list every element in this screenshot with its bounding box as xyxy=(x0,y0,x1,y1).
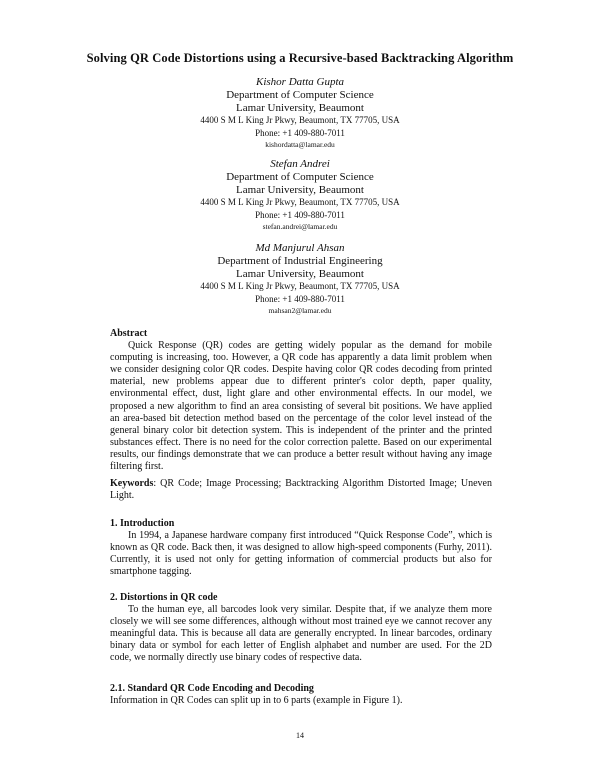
author-block-2 xyxy=(100,158,500,233)
author-block-1 xyxy=(100,76,500,151)
author-address: 4400 S M L King Jr Pkwy, Beaumont, TX 77705, USA xyxy=(200,197,400,207)
author-phone: Phone: +1 409-880-7011 xyxy=(255,127,345,138)
abstract-text: Quick Response (QR) codes are getting widely popular as the demand for mobile computing is increasing, too. However, a QR code has apparently a data limit problem when we consider designing color QR codes. Despite having color QR codes decoding from printed material, new problems appear due to different printer's color depth, paper quality, environmental effect, dust, light glare and other environmental effects. In our model, we proposed a new algorithm to find an area consisting of several bit positions. We have applied an area-based bit detection method based on the percentage of the color level instead of the general binary color bit detection system. This is independent of the printer and the printed substances effect. There is no need for the color correction palette. Based on our experimental results, our findings demonstrate that we can produce a better result without having any image filtering first. xyxy=(110,340,492,473)
introduction-heading: 1. Introduction xyxy=(110,518,175,529)
author-phone: Phone: +1 409-880-7011 xyxy=(255,209,345,220)
author-department: Department of Computer Science xyxy=(226,171,374,183)
author-address: 4400 S M L King Jr Pkwy, Beaumont, TX 77705, USA xyxy=(200,281,400,291)
distortions-section xyxy=(110,592,492,665)
introduction-text: In 1994, a Japanese hardware company first introduced “Quick Response Code”, which is known as QR code. Back then, it was designed to allow high-speed components (Furhy, 2011). Currently, it is used not only for getting information of commercial products but also for smartphone tagging. xyxy=(110,530,492,578)
abstract-section xyxy=(110,328,492,473)
distortions-heading: 2. Distortions in QR code xyxy=(110,592,218,603)
author-email: kishordatta@lamar.edu xyxy=(265,140,335,149)
author-university: Lamar University, Beaumont xyxy=(236,183,364,196)
standard-section xyxy=(110,683,492,707)
author-university: Lamar University, Beaumont xyxy=(236,101,364,114)
author-email: mahsan2@lamar.edu xyxy=(268,306,332,315)
author-name: Kishor Datta Gupta xyxy=(255,76,344,88)
author-department: Department of Industrial Engineering xyxy=(217,255,383,267)
author-department: Department of Computer Science xyxy=(226,89,374,101)
paper-title: Solving QR Code Distortions using a Recursive-based Backtracking Algorithm xyxy=(86,51,514,65)
author-university: Lamar University, Beaumont xyxy=(236,267,364,280)
keywords-label: Keywords xyxy=(110,478,154,489)
standard-heading: 2.1. Standard QR Code Encoding and Decoding xyxy=(110,683,314,694)
author-name: Stefan Andrei xyxy=(270,158,330,170)
standard-text: Information in QR Codes can split up in to 6 parts (example in Figure 1). xyxy=(110,695,403,707)
author-email: stefan.andrei@lamar.edu xyxy=(262,222,338,231)
author-block-3 xyxy=(100,242,500,317)
abstract-heading: Abstract xyxy=(110,328,148,339)
introduction-section xyxy=(110,518,492,578)
distortions-text: To the human eye, all barcodes look very similar. Despite that, if we analyze them more closely we will see some differences, although without most trained eye we cannot recover any meaningful data. This is because all data are generally encrypted. In linear barcodes, ordinary binary data or symbol for each letter of English alphabet and number are used. For the 2D code, we normally directly use binary codes of respective data. xyxy=(110,604,492,664)
page-number: 14 xyxy=(296,731,304,740)
author-name: Md Manjurul Ahsan xyxy=(255,242,345,254)
author-address: 4400 S M L King Jr Pkwy, Beaumont, TX 77705, USA xyxy=(200,115,400,125)
author-phone: Phone: +1 409-880-7011 xyxy=(255,293,345,304)
keywords-section xyxy=(110,478,492,502)
keywords-text: : QR Code; Image Processing; Backtracking Algorithm Distorted Image; Uneven Light. xyxy=(110,478,492,502)
